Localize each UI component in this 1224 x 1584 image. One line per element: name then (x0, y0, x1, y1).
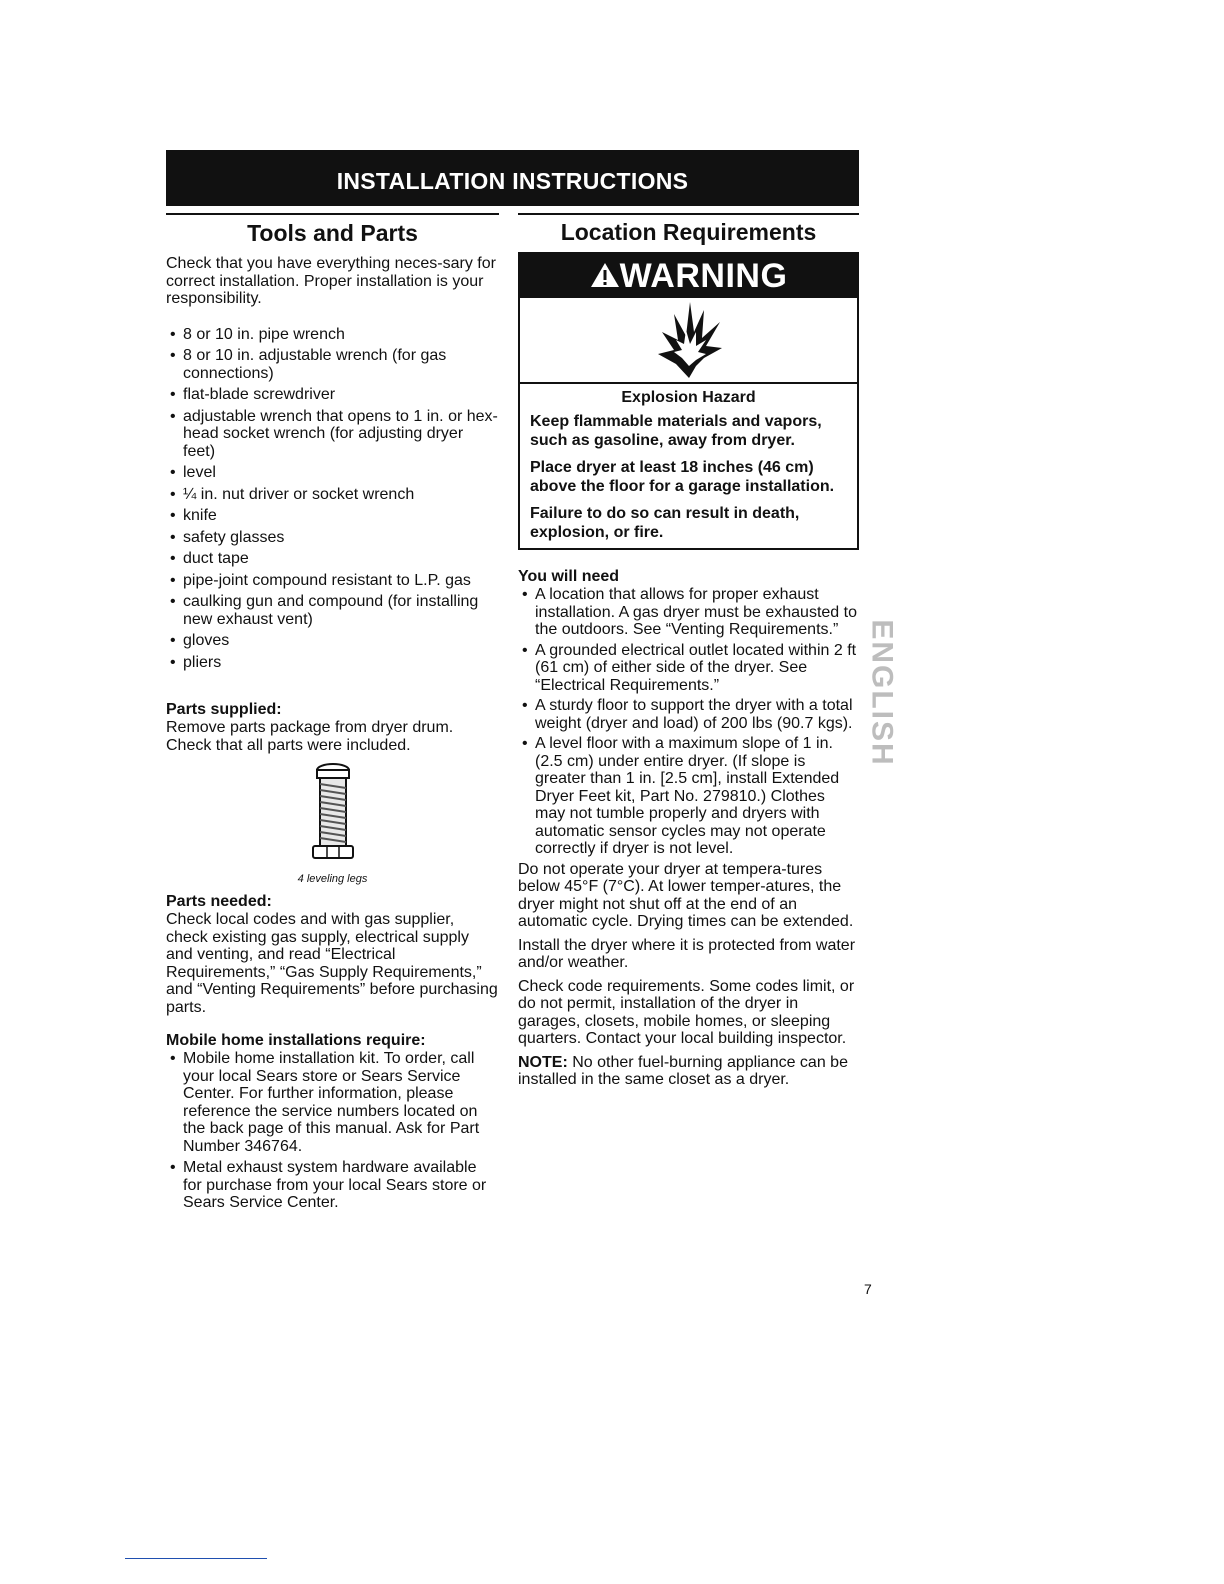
list-item: • 8 or 10 in. adjustable wrench (for gas connections) (170, 347, 447, 382)
warning-line: Keep flammable materials and vapors, such as gasoline, away from dryer. (530, 413, 822, 449)
list-item: • 8 or 10 in. pipe wrench (170, 325, 345, 343)
tools-heading: Tools and Parts (247, 220, 418, 246)
list-item: • pipe-joint compound resistant to L.P. gas (170, 571, 471, 589)
list-item: • safety glasses (170, 528, 285, 546)
note-label: NOTE: (518, 1053, 568, 1071)
list-item: • adjustable wrench that opens to 1 in. or hex-head socket wrench (for adjusting dryer feet) (170, 407, 498, 460)
codes-paragraph: Check code requirements. Some codes limit, or do not permit, installation of the dryer in garages, closets, mobile homes, or sleeping quarters. Contact your local building inspector. (518, 977, 855, 1047)
list-item: • pliers (170, 653, 222, 671)
warning-line: Failure to do so can result in death, explosion, or fire. (530, 505, 800, 541)
location-column (518, 213, 859, 1089)
warning-triangle-icon (590, 261, 620, 289)
list-item: • A sturdy floor to support the dryer with a total weight (dryer and load) of 200 lbs (90.7 kgs). (522, 697, 853, 732)
list-item: • Metal exhaust system hardware available for purchase from your local Sears store or Sears Service Center. (170, 1159, 487, 1211)
list-item: • A grounded electrical outlet located within 2 ft (61 cm) of either side of the dryer. See “Electrical Requirements.” (522, 641, 857, 694)
page-number: 7 (864, 1281, 872, 1297)
mobile-home-heading: Mobile home installations require: (166, 1032, 426, 1049)
list-item: • level (170, 464, 216, 481)
list-item: • A location that allows for proper exhaust installation. A gas dryer must be exhausted to the outdoors. See “Venting Requirements.” (522, 586, 857, 638)
list-item: • A level floor with a maximum slope of 1 in. (2.5 cm) under entire dryer. (If slope is greater than 1 in. [2.5 cm], install Extended Dryer Feet kit, Part No. 279810.) Clothes may not tumble properly and dryers with automatic sensor cycles may not operate correctly if dryer is not level. (522, 735, 840, 857)
list-item: • gloves (170, 632, 230, 649)
list-item: • ¼ in. nut driver or socket wrench (170, 485, 415, 503)
section-banner: INSTALLATION INSTRUCTIONS (166, 150, 859, 206)
parts-supplied-heading: Parts supplied: (166, 701, 282, 718)
note-text: No other fuel-burning appliance can be installed in the same closet as a dryer. (518, 1053, 848, 1088)
you-will-need-heading: You will need (518, 568, 620, 585)
warning-box (518, 252, 859, 550)
parts-supplied-text: Remove parts package from dryer drum. Check that all parts were included. (166, 719, 454, 754)
list-item: • caulking gun and compound (for installing new exhaust vent) (170, 593, 479, 628)
warning-line: Place dryer at least 18 inches (46 cm) above the floor for a garage installation. (530, 459, 835, 495)
list-item: • duct tape (170, 550, 249, 567)
figure-caption: 4 leveling legs (297, 873, 368, 885)
location-heading: Location Requirements (560, 219, 817, 245)
warning-title: WARNING (520, 254, 857, 298)
protection-paragraph: Install the dryer where it is protected from water and/or weather. (518, 936, 856, 971)
tools-intro: Check that you have everything neces-sary for correct installation. Proper installation is your responsibility. (166, 255, 496, 307)
temperature-paragraph: Do not operate your dryer at tempera-tures below 45°F (7°C). At lower temper-atures, the dryer might not shut off at the end of an automatic cycle. Drying times can be extended. (518, 860, 854, 930)
tools-list (166, 326, 499, 672)
note-paragraph (518, 1054, 859, 1089)
parts-needed-text: Check local codes and with gas supplier, check existing gas supply, electrical supply and venting, and read “Electrical Requirements,” “Gas Supply Requirements,” and “Venting Requirements” before purchasing parts. (166, 911, 498, 1016)
tools-column (166, 213, 499, 1212)
footer-rule (125, 1558, 267, 1559)
section-rule (166, 213, 499, 215)
section-rule (518, 213, 859, 215)
requirements-list (518, 586, 859, 858)
language-tab: ENGLISH (866, 619, 900, 767)
parts-needed-heading: Parts needed: (166, 893, 272, 910)
leveling-leg-illustration (166, 762, 499, 871)
list-item: • Mobile home installation kit. To order, call your local Sears store or Sears Service Center. For further information, please reference the service numbers located on the back page of this manual. Ask for Part Number 346764. (170, 1050, 480, 1155)
hazard-name: Explosion Hazard (621, 389, 756, 406)
list-item: • knife (170, 507, 217, 524)
list-item: • flat-blade screwdriver (170, 386, 336, 403)
mobile-home-list (166, 1050, 499, 1212)
explosion-icon (654, 302, 724, 378)
